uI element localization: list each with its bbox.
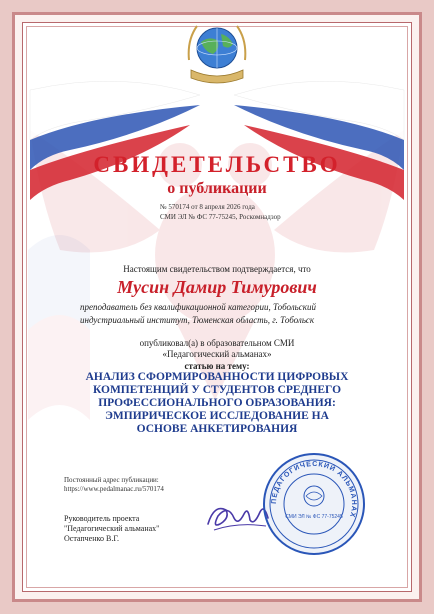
published-line: опубликовал(а) в образовательном СМИ bbox=[139, 338, 295, 348]
leader-project: "Педагогический альманах" bbox=[64, 524, 160, 533]
media-registration: СМИ ЭЛ № ФС 77-75245, Роскомнадзор bbox=[160, 213, 281, 221]
certificate-subtitle: о публикации bbox=[167, 180, 267, 197]
theme-label: статью на тему: bbox=[184, 361, 250, 371]
person-name: Мусин Дамир Тимурович bbox=[117, 277, 317, 297]
globe-book-emblem-icon bbox=[187, 20, 247, 90]
address-url[interactable]: https://www.pedalmanac.ru/570174 bbox=[64, 485, 164, 493]
article-title: АНАЛИЗ СФОРМИРОВАННОСТИ ЦИФРОВЫХ КОМПЕТЕНЦИЙ У СТУДЕНТОВ СРЕДНЕГО ПРОФЕССИОНАЛЬНОГО ОБРАЗОВАНИЯ: ЭМПИРИЧЕСКОЕ ИССЛЕДОВАНИЕ НА ОСНОВЕ АНКЕТИРОВАНИЯ bbox=[85, 371, 349, 435]
address-label: Постоянный адрес публикации: bbox=[64, 476, 159, 484]
leader-name: Остапченко В.Г. bbox=[64, 534, 120, 543]
certificate-title: СВИДЕТЕЛЬСТВО bbox=[93, 152, 341, 177]
person-position: преподаватель без квалификационной категории, Тобольский индустриальный институт, Тюменская область, г. Тобольск bbox=[80, 302, 316, 325]
journal-name: «Педагогический альманах» bbox=[162, 349, 272, 359]
round-stamp-icon bbox=[262, 452, 366, 556]
stamp-ring-text: ПЕДАГОГИЧЕСКИЙ АЛЬМАНАХ bbox=[270, 460, 358, 519]
stamp-center-text: СМИ ЭЛ № ФС 77-75245 bbox=[285, 514, 343, 520]
leader-title: Руководитель проекта bbox=[64, 514, 140, 523]
registration-number: № 570174 от 8 апреля 2026 года bbox=[160, 203, 255, 211]
confirm-text: Настоящим свидетельством подтверждается, что bbox=[123, 264, 311, 274]
